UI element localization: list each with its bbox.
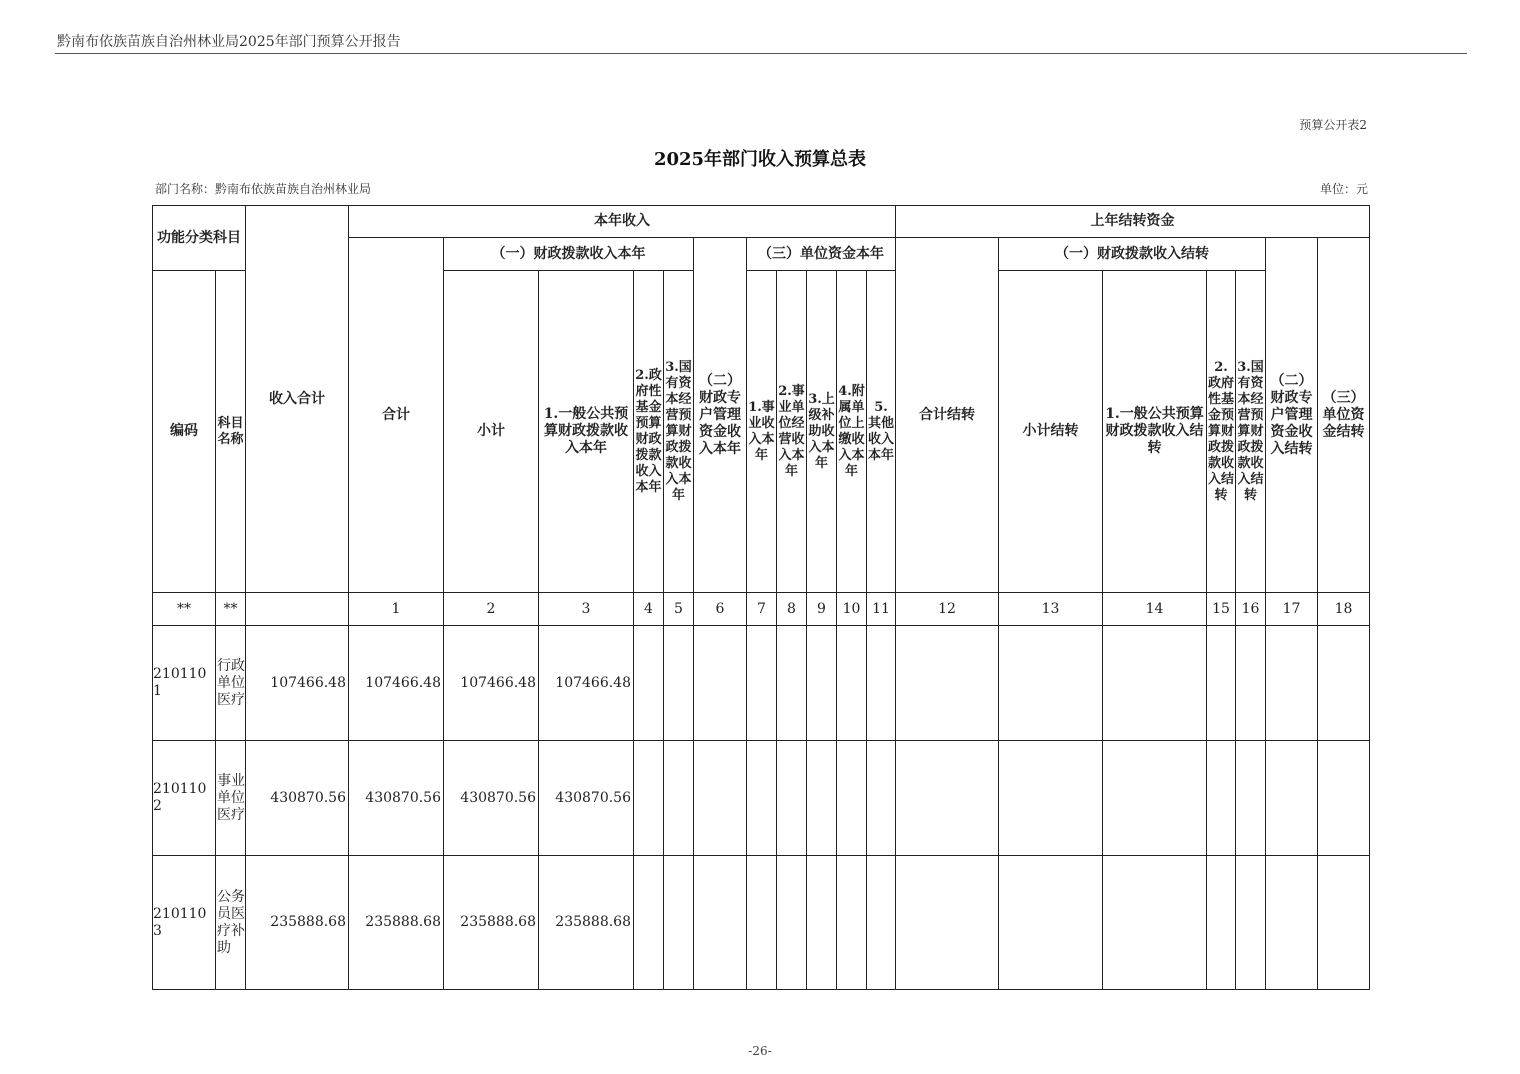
row-subject-name: 事业单位医疗 [216, 741, 246, 856]
row-code: 2101101 [153, 626, 216, 741]
empty-cell [999, 626, 1103, 741]
page-number: -26- [748, 1044, 772, 1058]
index-cell: 8 [777, 593, 807, 626]
empty-cell [1236, 741, 1266, 856]
table-row [153, 626, 1370, 741]
row-income-total: 107466.48 [246, 626, 349, 741]
row-income-total: 430870.56 [246, 741, 349, 856]
header-func-category: 功能分类科目 [153, 206, 246, 271]
index-cell: 5 [664, 593, 694, 626]
header-affiliated-remit: 4.附属单位上缴收入本年 [837, 271, 867, 593]
row-general-budget: 430870.56 [539, 741, 634, 856]
index-cell: 2 [444, 593, 539, 626]
empty-cell [999, 741, 1103, 856]
header-unit-funds-carry: （三）单位资金结转 [1318, 238, 1370, 593]
empty-cell [747, 626, 777, 741]
table-id: 预算公开表2 [1299, 118, 1367, 132]
header-gov-fund: 2.政府性基金预算财政拨款收入本年 [634, 271, 664, 593]
header-total-carry: 合计结转 [896, 238, 999, 593]
index-cell: 3 [539, 593, 634, 626]
header-current-year: 本年收入 [349, 206, 896, 238]
empty-cell [664, 741, 694, 856]
empty-cell [1318, 856, 1370, 990]
header-unit-funds: （三）单位资金本年 [747, 238, 896, 271]
empty-cell [747, 856, 777, 990]
header-special-account-carry: （二）财政专户管理资金收入结转 [1266, 238, 1318, 593]
header-state-capital-carry: 3.国有资本经营预算财政拨款收入结转 [1236, 271, 1266, 593]
header-subtotal-carry: 小计结转 [999, 271, 1103, 593]
header-subtotal: 小计 [444, 271, 539, 593]
header-general-budget: 1.一般公共预算财政拨款收入本年 [539, 271, 634, 593]
empty-cell [694, 741, 747, 856]
empty-cell [896, 741, 999, 856]
row-total: 107466.48 [349, 626, 444, 741]
empty-cell [867, 741, 896, 856]
empty-cell [1207, 626, 1236, 741]
empty-cell [1266, 856, 1318, 990]
income-budget-table [152, 205, 1370, 990]
empty-cell [1236, 626, 1266, 741]
row-subtotal: 107466.48 [444, 626, 539, 741]
header-fiscal-current: （一）财政拨款收入本年 [444, 238, 694, 271]
unit-label: 单位：元 [1319, 182, 1368, 196]
empty-cell [1266, 741, 1318, 856]
empty-cell [634, 741, 664, 856]
index-cell: 14 [1103, 593, 1207, 626]
empty-cell [896, 626, 999, 741]
header-other-income: 5.其他收入本年 [867, 271, 896, 593]
page-title: 2025年部门收入预算总表 [653, 149, 867, 170]
index-cell: 6 [694, 593, 747, 626]
row-total: 430870.56 [349, 741, 444, 856]
empty-cell [837, 626, 867, 741]
header-operating-income: 2.事业单位经营收入本年 [777, 271, 807, 593]
empty-cell [807, 856, 837, 990]
empty-cell [867, 856, 896, 990]
column-index-row [153, 593, 1370, 626]
header-total: 合计 [349, 238, 444, 593]
empty-cell [1236, 856, 1266, 990]
empty-cell [1207, 741, 1236, 856]
index-cell: 16 [1236, 593, 1266, 626]
empty-cell [837, 741, 867, 856]
row-general-budget: 107466.48 [539, 626, 634, 741]
empty-cell [1318, 741, 1370, 856]
empty-cell [664, 626, 694, 741]
header-income-total: 收入合计 [246, 206, 349, 593]
index-cell: ** [216, 593, 246, 626]
empty-cell [777, 741, 807, 856]
header-divider [55, 53, 1467, 54]
index-cell: ** [153, 593, 216, 626]
empty-cell [694, 856, 747, 990]
header-business-income: 1.事业收入本年 [747, 271, 777, 593]
index-cell: 4 [634, 593, 664, 626]
header-gov-fund-carry: 2.政府性基金预算财政拨款收入结转 [1207, 271, 1236, 593]
row-general-budget: 235888.68 [539, 856, 634, 990]
header-superior-subsidy: 3.上级补助收入本年 [807, 271, 837, 593]
empty-cell [1103, 741, 1207, 856]
header-fiscal-carry: （一）财政拨款收入结转 [999, 238, 1266, 271]
index-cell: 10 [837, 593, 867, 626]
empty-cell [807, 626, 837, 741]
empty-cell [664, 856, 694, 990]
empty-cell [896, 856, 999, 990]
index-cell: 18 [1318, 593, 1370, 626]
index-cell: 12 [896, 593, 999, 626]
department-name: 部门名称：黔南布依族苗族自治州林业局 [155, 182, 372, 196]
table-row [153, 856, 1370, 990]
index-cell: 9 [807, 593, 837, 626]
index-cell: 17 [1266, 593, 1318, 626]
empty-cell [634, 856, 664, 990]
empty-cell [837, 856, 867, 990]
row-subtotal: 235888.68 [444, 856, 539, 990]
index-cell: 13 [999, 593, 1103, 626]
header-subject-name: 科目名称 [216, 271, 246, 593]
index-cell: 11 [867, 593, 896, 626]
header-prev-carryover: 上年结转资金 [896, 206, 1370, 238]
row-subject-name: 行政单位医疗 [216, 626, 246, 741]
empty-cell [1318, 626, 1370, 741]
header-general-carry: 1.一般公共预算财政拨款收入结转 [1103, 271, 1207, 593]
empty-cell [1207, 856, 1236, 990]
empty-cell [867, 626, 896, 741]
row-subject-name: 公务员医疗补助 [216, 856, 246, 990]
index-cell: 1 [349, 593, 444, 626]
header-state-capital: 3.国有资本经营预算财政拨款收入本年 [664, 271, 694, 593]
row-subtotal: 430870.56 [444, 741, 539, 856]
row-code: 2101103 [153, 856, 216, 990]
header-code: 编码 [153, 271, 216, 593]
index-cell: 15 [1207, 593, 1236, 626]
index-cell [246, 593, 349, 626]
empty-cell [747, 741, 777, 856]
empty-cell [777, 626, 807, 741]
empty-cell [1103, 856, 1207, 990]
empty-cell [1266, 626, 1318, 741]
empty-cell [634, 626, 664, 741]
table-row [153, 741, 1370, 856]
row-code: 2101102 [153, 741, 216, 856]
empty-cell [999, 856, 1103, 990]
header-special-account: （二）财政专户管理资金收入本年 [694, 238, 747, 593]
empty-cell [694, 626, 747, 741]
index-cell: 7 [747, 593, 777, 626]
row-income-total: 235888.68 [246, 856, 349, 990]
row-total: 235888.68 [349, 856, 444, 990]
report-header: 黔南布依族苗族自治州林业局2025年部门预算公开报告 [57, 34, 401, 50]
empty-cell [1103, 626, 1207, 741]
empty-cell [777, 856, 807, 990]
empty-cell [807, 741, 837, 856]
